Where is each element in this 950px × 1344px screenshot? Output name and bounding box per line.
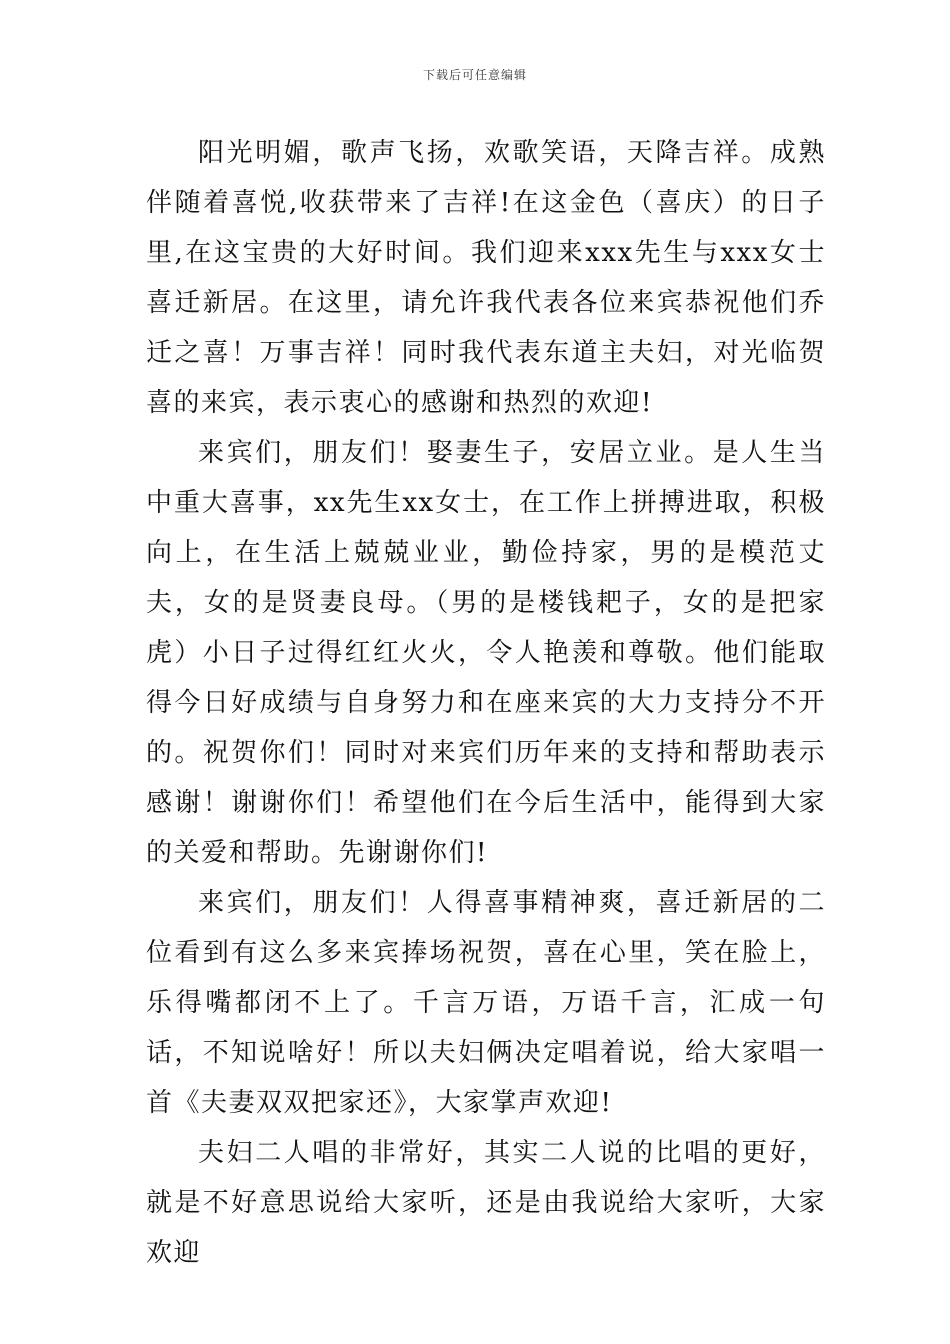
paragraph-1: 阳光明媚，歌声飞扬，欢歌笑语，天降吉祥。成熟伴随着喜悦,收获带来了吉祥!在这金色（喜庆）的日子里,在这宝贵的大好时间。我们迎来xxx先生与xxx女士喜迁新居。在这里，请允许我代表各位来宾恭祝他们乔迁之喜！万事吉祥！同时我代表东道主夫妇，对光临贺喜的来宾，表示衷心的感谢和热烈的欢迎! xyxy=(146,138,826,418)
header-note: 下载后可任意编辑 xyxy=(422,68,527,82)
paragraph-3: 来宾们，朋友们！人得喜事精神爽，喜迁新居的二位看到有这么多来宾捧场祝贺，喜在心里，笑在脸上，乐得嘴都闭不上了。千言万语，万语千言，汇成一句话，不知说啥好！所以夫妇俩决定唱着说，给大家唱一首《夫妻双双把家还》，大家掌声欢迎! xyxy=(146,888,826,1118)
document-body xyxy=(146,128,826,1278)
paragraph-2: 来宾们，朋友们！娶妻生子，安居立业。是人生当中重大喜事，xx先生xx女士，在工作上拼搏进取，积极向上，在生活上兢兢业业，勤俭持家，男的是模范丈夫，女的是贤妻良母。（男的是楼钱耙子，女的是把家虎）小日子过得红红火火，令人艳羡和尊敬。他们能取得今日好成绩与自身努力和在座来宾的大力支持分不开的。祝贺你们！同时对来宾们历年来的支持和帮助表示感谢！谢谢你们！希望他们在今后生活中，能得到大家的关爱和帮助。先谢谢你们! xyxy=(146,438,826,868)
paragraph-4: 夫妇二人唱的非常好，其实二人说的比唱的更好，就是不好意思说给大家听，还是由我说给大家听，大家欢迎 xyxy=(146,1138,826,1268)
